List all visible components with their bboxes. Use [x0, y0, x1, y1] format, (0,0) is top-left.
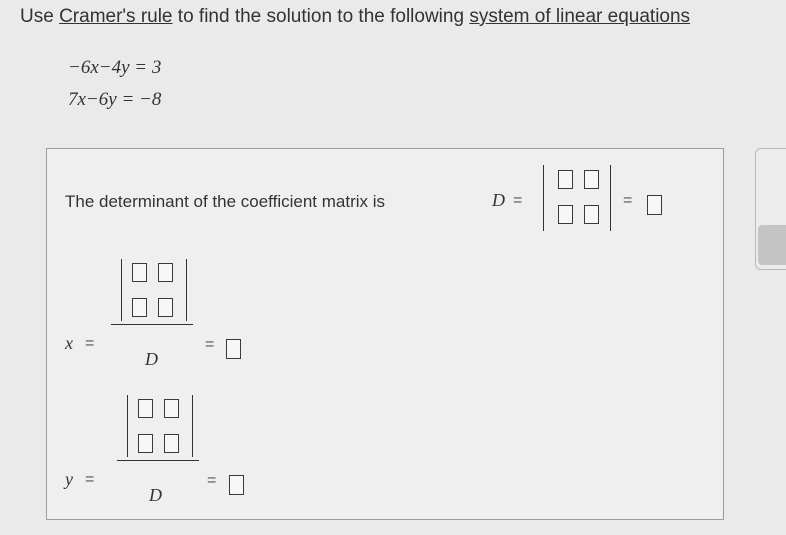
determinant-answer-input[interactable] [647, 195, 662, 215]
side-panel-button[interactable] [758, 225, 786, 265]
x-matrix-cell-a21[interactable] [132, 298, 147, 317]
x-variable: x [65, 333, 73, 353]
equals-sign: = [207, 472, 217, 489]
answer-panel [46, 148, 724, 520]
instruction-middle: to find the solution to the following [172, 6, 470, 27]
matrix-cell-a22[interactable] [584, 205, 599, 224]
matrix-cell-a11[interactable] [558, 170, 573, 189]
y-variable: y [65, 469, 73, 489]
x-matrix-cell-a12[interactable] [158, 263, 173, 282]
x-matrix-cell-a11[interactable] [132, 263, 147, 282]
y-answer-input[interactable] [229, 475, 244, 495]
instruction-text [20, 6, 786, 28]
coefficient-matrix [543, 165, 611, 231]
determinant-symbol: D [492, 190, 505, 210]
determinant-label: The determinant of the coefficient matrix is [65, 192, 386, 211]
x-answer-input[interactable] [226, 339, 241, 359]
y-numerator-matrix [127, 395, 193, 457]
equation-1: −6x−4y = 3 [68, 57, 162, 78]
equals-sign: = [623, 192, 633, 209]
x-denominator: D [145, 349, 158, 369]
side-panel [755, 148, 786, 270]
instruction-prefix: Use [20, 6, 60, 27]
equals-sign: = [513, 192, 523, 209]
equals-sign: = [205, 336, 215, 353]
matrix-cell-a12[interactable] [584, 170, 599, 189]
cramers-rule-link[interactable]: Cramer's rule [59, 6, 173, 27]
equals-sign: = [85, 471, 95, 488]
y-denominator: D [149, 485, 162, 505]
equals-sign: = [85, 335, 95, 352]
matrix-cell-a21[interactable] [558, 205, 573, 224]
linear-system-link[interactable]: system of linear equations [469, 6, 691, 27]
y-fraction-bar [117, 460, 199, 461]
x-numerator-matrix [121, 259, 187, 321]
x-fraction-bar [111, 324, 193, 325]
y-matrix-cell-a12[interactable] [164, 399, 179, 418]
x-matrix-cell-a22[interactable] [158, 298, 173, 317]
y-matrix-cell-a22[interactable] [164, 434, 179, 453]
y-matrix-cell-a21[interactable] [138, 434, 153, 453]
equation-2: 7x−6y = −8 [68, 89, 162, 110]
y-matrix-cell-a11[interactable] [138, 399, 153, 418]
